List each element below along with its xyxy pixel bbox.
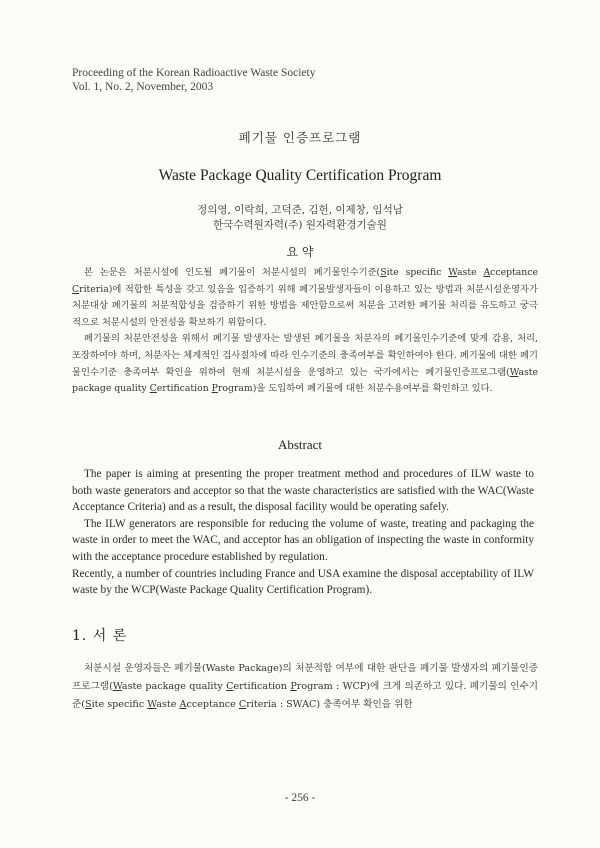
summary-paragraph-1: 본 논문은 처분시설에 인도될 폐기물이 처분시설의 폐기물인수기준(Site specific Waste Acceptance Criteria)에 적합한 특성을 갖고 있음을 입증하기 위해 폐기물발생자들이 이용하고 있는 방법과 처분시설운영자가 처분대상 폐기물의 처분적합성을 검증하기 위한 방법을 제안함으로써 처분을 고려한 폐기물 처리를 유도하고 궁극적으로 처분시설의 안전성을 확보하기 위함이다. <box>72 267 538 328</box>
abstract-heading: Abstract <box>277 437 323 452</box>
section-1-paragraph: 처분시설 운영자들은 폐기물(Waste Package)의 처분적합 여부에 대한 판단을 폐기물 발생자의 폐기물인증프로그램(Waste package quality Certification Program : WCP)에 크게 의존하고 있다. 폐기물의 인수기준(Site specific Waste Acceptance Criteria : SWAC) 충족여부 확인을 위한 <box>72 663 539 710</box>
section-1-heading: 1. 서 론 <box>72 628 128 644</box>
journal-header <box>72 66 315 94</box>
journal-name: Proceeding of the Korean Radioactive Waste Society <box>72 67 316 79</box>
abstract-english <box>72 466 534 599</box>
author-block <box>0 203 600 233</box>
page-number: - 256 - <box>284 792 316 804</box>
journal-volume: Vol. 1, No. 2, November, 2003 <box>72 81 214 93</box>
summary-paragraph-2: 폐기물의 처분안전성을 위해서 폐기물 발생자는 발생된 폐기물을 처분자의 폐기물인수기준에 맞게 감용, 처리, 포장하여야 하며, 처분자는 체계적인 검사절차에 따라 인수기준의 충족여부를 확인하여야 한다. 폐기물에 대한 폐기물인수기준 충족여부 확인을 위하여 현재 처분시설을 운영하고 있는 국가에서는 폐기물인증프로그램(Waste package quality Certification Program)을 도입하여 폐기물에 대한 처분수용여부를 확인하고 있다. <box>72 333 538 395</box>
abstract-paragraph-3: Recently, a number of countries including France and USA examine the disposal acceptability of ILW waste by the WCP(Waste Package Quality Certification Program). <box>72 567 534 597</box>
section-1-body <box>72 660 538 714</box>
title-english: Waste Package Quality Certification Program <box>158 167 442 184</box>
author-affiliation: 한국수력원자력(주) 원자력환경기술원 <box>213 219 387 231</box>
summary-korean <box>72 265 538 398</box>
abstract-paragraph-2: The ILW generators are responsible for reducing the volume of waste, treating and packaging the waste in order to meet the WAC, and acceptor has an obligation of inspecting the waste in conformity with the acceptance procedure established by regulation. <box>72 517 534 563</box>
title-korean: 폐기물 인증프로그램 <box>238 130 362 145</box>
author-names: 정의영, 이락희, 고덕준, 김헌, 이제창, 임석남 <box>197 204 403 216</box>
abstract-paragraph-1: The paper is aiming at presenting the proper treatment method and procedures of ILW waste to both waste generators and acceptor so that the waste characteristics are satisfied with the WAC(Waste Acceptance Criteria) and as a result, the disposal facility would be operating safely. <box>72 468 534 514</box>
summary-heading: 요 약 <box>286 245 314 259</box>
